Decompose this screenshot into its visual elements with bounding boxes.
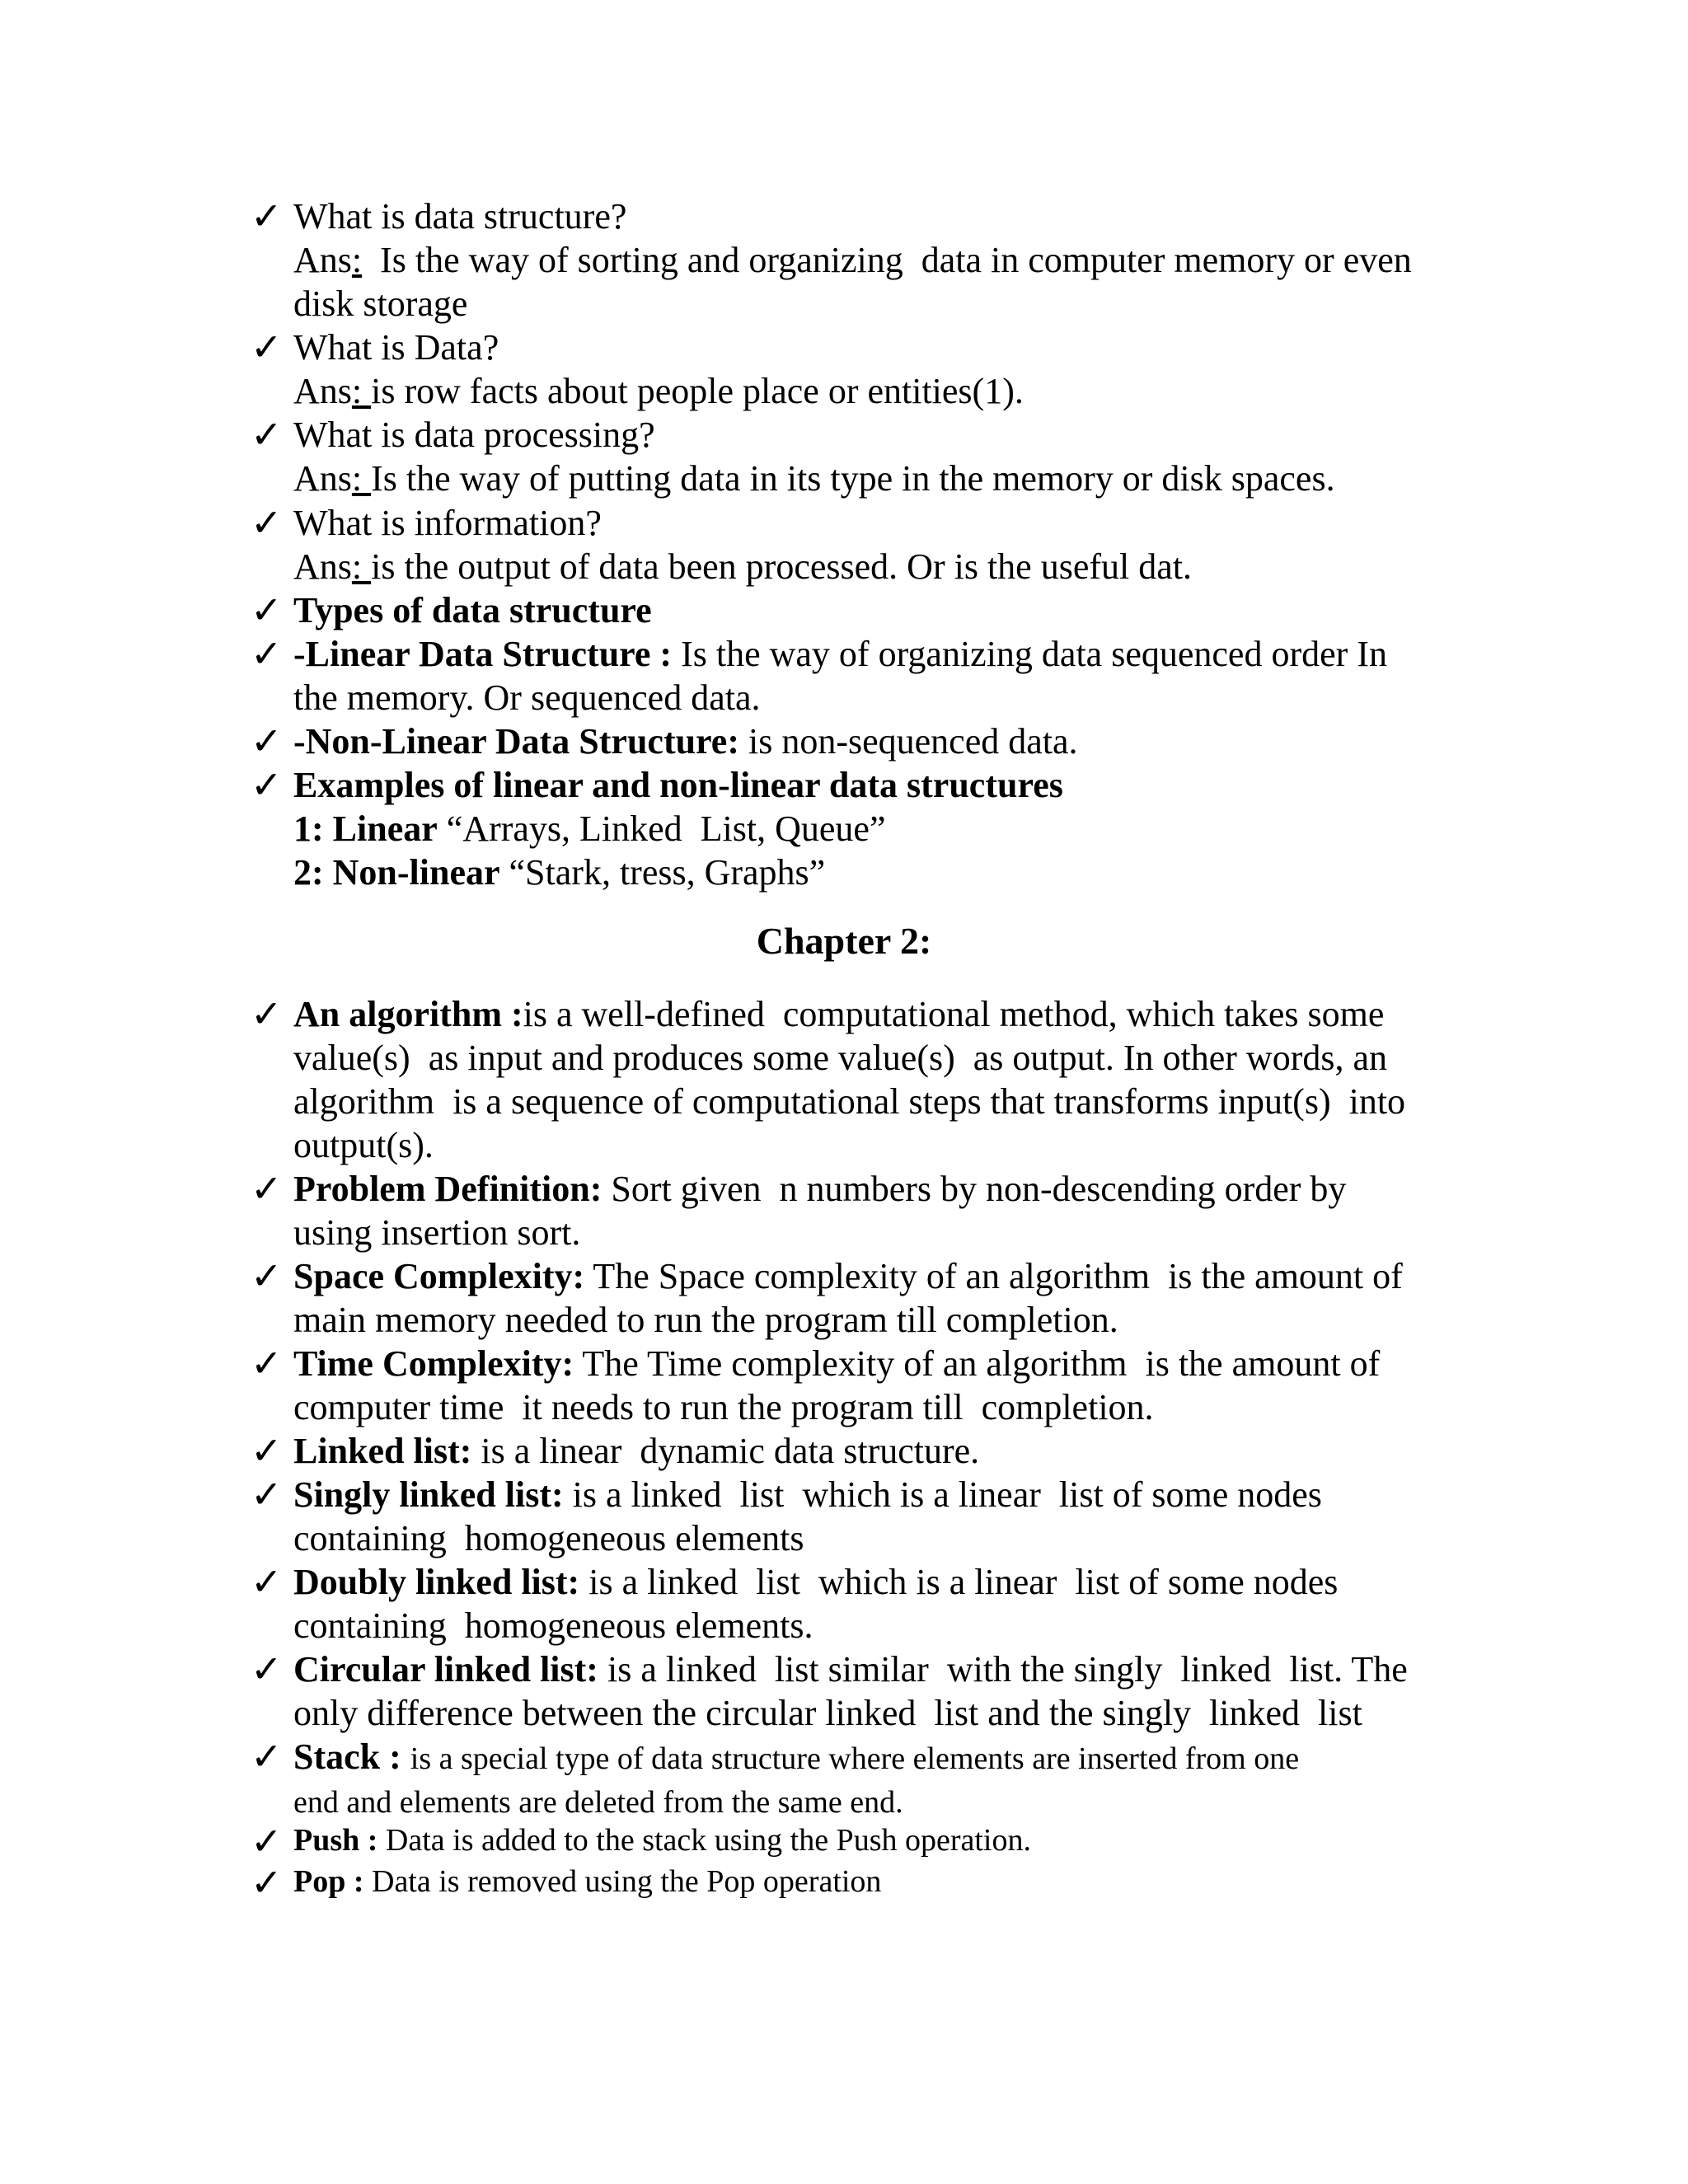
answer-line <box>293 238 1472 282</box>
nonlinear-content <box>293 719 1472 763</box>
definition-line: containing homogeneous elements. <box>293 1605 814 1646</box>
answer-line: disk storage <box>293 284 468 324</box>
ans-colon: : <box>351 458 372 499</box>
answer-line <box>293 457 1472 500</box>
definition-text: is a linked list which is a linear list of some nodes <box>579 1562 1339 1602</box>
definition-text: is a special type of data structure where elements are inserted from one <box>410 1741 1300 1776</box>
definition-text: is a linear dynamic data structure. <box>471 1431 980 1471</box>
definition-line: only difference between the circular linked list and the singly linked list <box>293 1693 1362 1733</box>
definition-line: output(s). <box>293 1125 434 1165</box>
check-icon: ✓ <box>251 1559 283 1604</box>
definition-content <box>293 1429 1472 1473</box>
definition-line <box>293 1861 1472 1902</box>
linear-line <box>293 632 1472 676</box>
check-icon: ✓ <box>251 991 283 1036</box>
nonlinear-def: is non-sequenced data. <box>748 721 1078 762</box>
example-linear <box>293 807 1472 851</box>
nonlinear-line <box>293 719 1472 763</box>
ans-label: Ans <box>293 371 352 411</box>
definition-term: Stack : <box>293 1736 410 1777</box>
definition-term: Pop : <box>293 1864 372 1899</box>
definition-term: Circular linked list: <box>293 1649 598 1690</box>
answer-line <box>293 369 1472 413</box>
definition-line <box>293 992 1472 1036</box>
check-icon: ✓ <box>251 1472 283 1516</box>
definition-term: Doubly linked list: <box>293 1562 580 1602</box>
definition-line <box>293 1647 1472 1691</box>
linear-term: -Linear Data Structure : <box>293 634 682 674</box>
definition-term: Space Complexity: <box>293 1256 585 1296</box>
check-icon: ✓ <box>251 1166 283 1211</box>
definition-text: is a linked list similar with the singly linked list. The <box>598 1649 1408 1690</box>
linear-line-2: the memory. Or sequenced data. <box>293 677 761 718</box>
definition-text: is a linked list which is a linear list of some nodes <box>563 1474 1322 1515</box>
check-icon: ✓ <box>251 1860 283 1905</box>
definition-content <box>293 1861 1472 1902</box>
linear-content <box>293 632 1472 719</box>
examples-heading: Examples of linear and non-linear data structures <box>293 765 1063 805</box>
definition-content <box>293 1647 1472 1735</box>
definition-term: Linked list: <box>293 1431 472 1471</box>
definition-line <box>293 1429 1472 1473</box>
definition-line <box>293 1735 1472 1781</box>
check-icon: ✓ <box>251 719 283 763</box>
definition-line: algorithm is a sequence of computational steps that transforms input(s) into <box>293 1081 1406 1122</box>
definition-line: value(s) as input and produces some value(s) as output. In other words, an <box>293 1038 1388 1078</box>
example-text: “Stark, tress, Graphs” <box>499 852 826 893</box>
definition-content <box>293 1820 1472 1861</box>
example-text: “Arrays, Linked List, Queue” <box>437 808 886 849</box>
question: What is data processing? <box>293 415 655 455</box>
check-icon: ✓ <box>251 1734 283 1779</box>
definition-content <box>293 1735 1472 1825</box>
definition-content <box>293 1342 1472 1429</box>
answer-text: Is the way of putting data in its type in the memory or disk spaces. <box>371 458 1335 499</box>
definition-term: Push : <box>293 1823 386 1858</box>
definition-text: Sort given n numbers by non-descending order by <box>602 1169 1347 1209</box>
definition-content <box>293 1473 1472 1560</box>
check-icon: ✓ <box>251 500 283 545</box>
example-label: 1: Linear <box>293 808 438 849</box>
definition-content <box>293 1254 1472 1342</box>
ans-colon: : <box>351 546 372 587</box>
types-heading: Types of data structure <box>293 590 652 630</box>
definition-text: The Space complexity of an algorithm is the amount of <box>584 1256 1403 1296</box>
ans-colon: : <box>351 240 363 280</box>
question: What is data structure? <box>293 196 627 237</box>
ans-colon: : <box>351 371 372 411</box>
examples-content <box>293 763 1472 894</box>
check-icon: ✓ <box>251 762 283 807</box>
definition-line <box>293 1820 1472 1861</box>
check-icon: ✓ <box>251 1819 283 1863</box>
definition-line <box>293 1342 1472 1385</box>
definition-term: Singly linked list: <box>293 1474 564 1515</box>
qa-content <box>293 326 1472 413</box>
definition-line <box>293 1473 1472 1516</box>
example-nonlinear <box>293 851 1472 894</box>
question: What is information? <box>293 503 602 543</box>
check-icon: ✓ <box>251 588 283 632</box>
check-icon: ✓ <box>251 631 283 676</box>
answer-text: is row facts about people place or entities(1). <box>371 371 1024 411</box>
ans-label: Ans <box>293 546 352 587</box>
definition-term: Time Complexity: <box>293 1343 574 1384</box>
ans-label: Ans <box>293 458 352 499</box>
definition-content <box>293 992 1472 1167</box>
definition-text: is a well-defined computational method, which takes some <box>523 994 1385 1034</box>
example-label: 2: Non-linear <box>293 852 500 893</box>
check-icon: ✓ <box>251 1428 283 1473</box>
question: What is Data? <box>293 327 499 368</box>
check-icon: ✓ <box>251 1254 283 1298</box>
definition-line <box>293 1254 1472 1298</box>
definition-text: The Time complexity of an algorithm is the amount of <box>574 1343 1381 1384</box>
answer-line <box>293 545 1472 588</box>
definition-text: Data is removed using the Pop operation <box>372 1864 882 1899</box>
check-icon: ✓ <box>251 194 283 238</box>
qa-content <box>293 501 1472 588</box>
check-icon: ✓ <box>251 1647 283 1691</box>
definition-line: end and elements are deleted from the same end. <box>293 1785 903 1820</box>
definition-line: using insertion sort. <box>293 1212 581 1253</box>
check-icon: ✓ <box>251 325 283 369</box>
qa-content <box>293 413 1472 500</box>
qa-content <box>293 194 1472 326</box>
answer-text: Is the way of sorting and organizing data in computer memory or even <box>362 240 1412 280</box>
definition-line <box>293 1167 1472 1211</box>
definition-content <box>293 1560 1472 1647</box>
definition-line <box>293 1560 1472 1604</box>
linear-def: Is the way of organizing data sequenced order In <box>681 634 1387 674</box>
definition-term: An algorithm : <box>293 994 523 1034</box>
check-icon: ✓ <box>251 412 283 457</box>
definition-text: Data is added to the stack using the Push operation. <box>385 1823 1031 1858</box>
answer-text: is the output of data been processed. Or is the useful dat. <box>371 546 1192 587</box>
definition-line: containing homogeneous elements <box>293 1518 804 1558</box>
chapter-heading: Chapter 2: <box>756 920 932 962</box>
definition-line: computer time it needs to run the program till completion. <box>293 1387 1154 1427</box>
check-icon: ✓ <box>251 1341 283 1385</box>
ans-label: Ans <box>293 240 352 280</box>
nonlinear-term: -Non-Linear Data Structure: <box>293 721 748 762</box>
definition-term: Problem Definition: <box>293 1169 603 1209</box>
definition-line: main memory needed to run the program till completion. <box>293 1300 1118 1340</box>
definition-content <box>293 1167 1472 1254</box>
